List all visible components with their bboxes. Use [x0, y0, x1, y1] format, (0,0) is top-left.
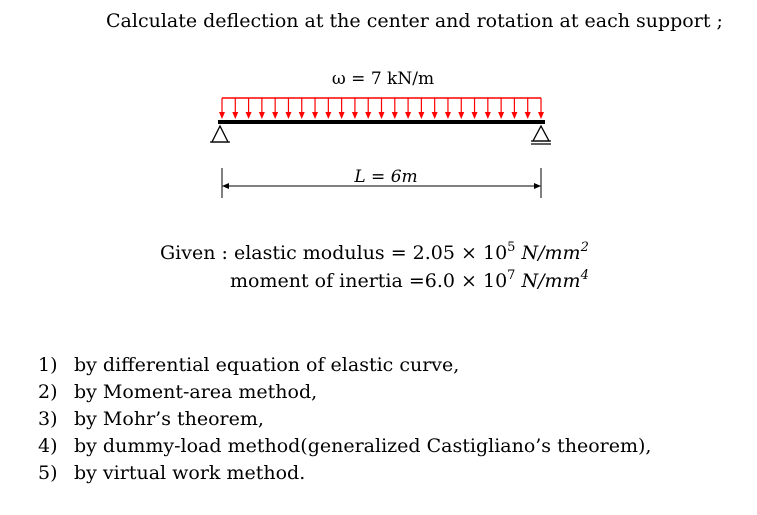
- method-list: [38, 352, 651, 487]
- load-arrow-head: [445, 112, 451, 119]
- load-arrow-head: [285, 112, 291, 119]
- list-item-number: 5): [38, 462, 58, 484]
- load-arrow-head: [432, 112, 438, 119]
- left-pin-support: [210, 126, 230, 142]
- load-arrow-head: [472, 112, 478, 119]
- load-arrow-head: [458, 112, 464, 119]
- beam: [218, 120, 545, 124]
- list-item: [38, 406, 651, 433]
- dimension-right-arrow: [534, 183, 541, 189]
- list-item-text: by differential equation of elastic curve,: [74, 354, 460, 376]
- elastic-modulus-text: elastic modulus = 2.05 × 10: [233, 242, 508, 264]
- load-arrow-head: [405, 112, 411, 119]
- right-roller-support: [531, 126, 551, 144]
- list-item: [38, 379, 651, 406]
- elastic-modulus-exponent: 5: [507, 240, 516, 255]
- load-arrow-head: [352, 112, 358, 119]
- given-label: Given :: [160, 242, 228, 264]
- list-item-number: 4): [38, 435, 58, 457]
- load-arrow-head: [418, 112, 424, 119]
- load-arrow-head: [485, 112, 491, 119]
- load-arrow-head: [299, 112, 305, 119]
- moment-of-inertia-unit-exponent: 4: [580, 268, 589, 283]
- load-arrow-head: [525, 112, 531, 119]
- distributed-load: [219, 98, 544, 119]
- list-item-text: by dummy-load method(generalized Castigliano’s theorem),: [74, 435, 652, 457]
- moment-of-inertia-text: moment of inertia =6.0 × 10: [230, 270, 508, 292]
- load-arrow-head: [259, 112, 265, 119]
- list-item-number: 1): [38, 354, 58, 376]
- list-item-number: 2): [38, 381, 58, 403]
- list-item: [38, 460, 651, 487]
- list-item-text: by Mohr’s theorem,: [74, 408, 264, 430]
- load-arrow-head: [392, 112, 398, 119]
- load-arrow-head: [232, 112, 238, 119]
- elastic-modulus-unit-exponent: 2: [580, 240, 589, 255]
- load-arrow-head: [538, 112, 544, 119]
- elastic-modulus-unit: N/mm: [521, 242, 581, 264]
- dimension-left-arrow: [222, 183, 229, 189]
- problem-title: Calculate deflection at the center and rotation at each support ;: [106, 10, 723, 32]
- load-arrow-head: [339, 112, 345, 119]
- load-arrow-head: [365, 112, 371, 119]
- load-arrow-head: [272, 112, 278, 119]
- list-item: [38, 352, 651, 379]
- list-item-text: by Moment-area method,: [74, 381, 318, 403]
- list-item-text: by virtual work method.: [74, 462, 306, 484]
- load-arrow-head: [379, 112, 385, 119]
- given-elastic-modulus: [160, 242, 589, 264]
- load-arrow-head: [312, 112, 318, 119]
- load-label: ω = 7 kN/m: [331, 69, 435, 89]
- list-item-number: 3): [38, 408, 58, 430]
- load-arrow-head: [325, 112, 331, 119]
- given-moment-of-inertia: [230, 270, 589, 292]
- list-item: [38, 433, 651, 460]
- load-arrow-head: [246, 112, 252, 119]
- moment-of-inertia-exponent: 7: [507, 268, 516, 283]
- moment-of-inertia-unit: N/mm: [521, 270, 581, 292]
- span-label: L = 6m: [354, 167, 418, 187]
- load-arrow-head: [498, 112, 504, 119]
- load-arrow-head: [219, 112, 225, 119]
- load-arrow-head: [511, 112, 517, 119]
